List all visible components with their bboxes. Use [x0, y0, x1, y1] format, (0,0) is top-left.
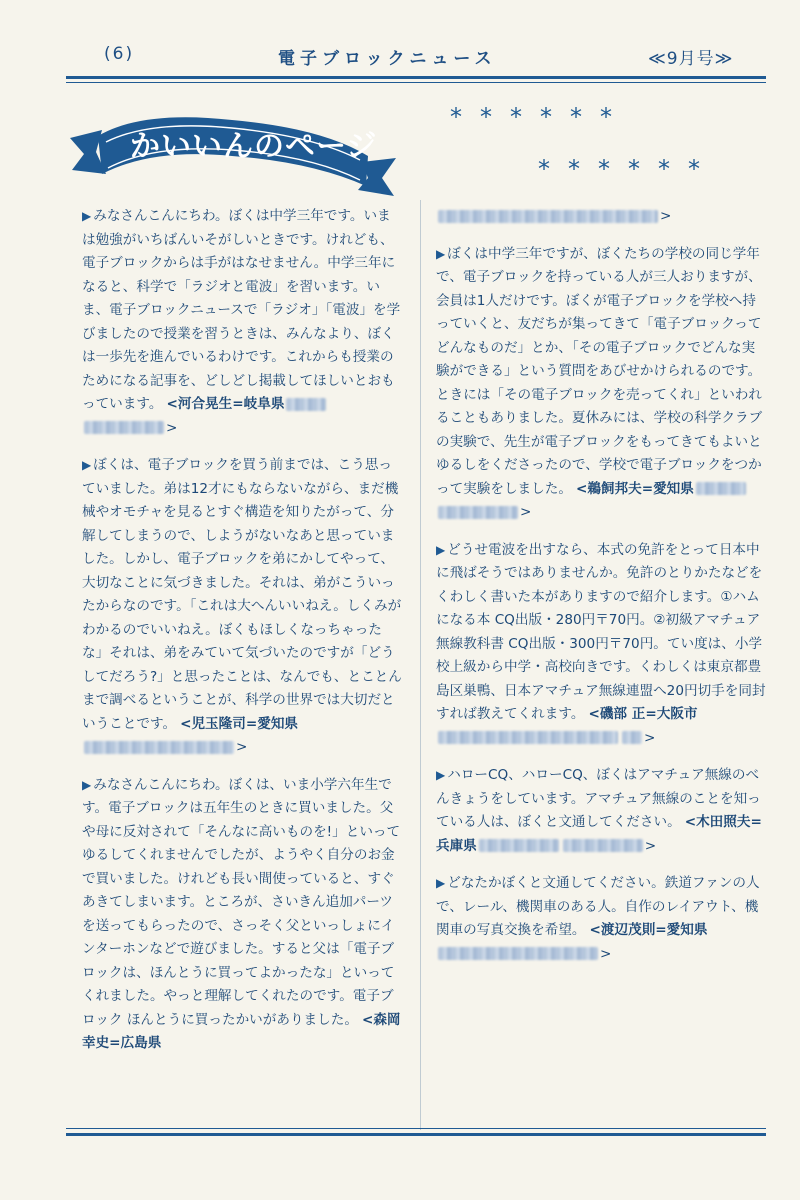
section-title: かいいんのページ — [130, 129, 378, 164]
letter-body: ▶ みなさんこんにちわ。ぼくは中学三年です。いまは勉強がいちばんいそがしいときです。けれども、電子ブロックからは手がはなせません。中学三年になると、科学で「ラジオと電波」を習います。いま、電子ブロックニュースで「ラジオ」「電波」を学びましたので授業を習うときは、みんなより、ぼくは一歩先を進んでいるわけです。これからも授業のためになる記事を、どしどし掲載してほしいとおもっています。 — [82, 208, 400, 412]
page-header — [0, 44, 800, 74]
letter-signature: <河合晃生=岐阜県 — [166, 396, 285, 412]
footer-rule — [66, 1133, 766, 1136]
redacted-address — [622, 731, 642, 744]
letter-body: ▶ ハローCQ、ハローCQ、ぼくはアマチュア無線のべんきょうをしています。アマチュア無線のことを知っている人は、ぼくと文通してください。 — [436, 767, 761, 830]
letter-signature: <木田照夫=兵庫県 — [436, 814, 762, 854]
page-number: (6) — [104, 44, 135, 64]
reader-letter — [82, 454, 402, 760]
letter-signature: <鵜飼邦夫=愛知県 — [575, 480, 694, 497]
letter-body: ▶ ぼくは中学三年ですが、ぼくたちの学校の同じ学年で、電子ブロックを持っている人が三人おりますが、会員は1人だけです。ぼくが電子ブロックを学校へ持っていくと、友だちが集ってきて「電子ブロックってどんなものだ」とか、「その電子ブロックでどんな実験ができる」という質問をあびせかけられるのです。ときには「その電子ブロックを売ってくれ」といわれることもありました。夏休みには、学校の科学クラブの実験で、先生が電子ブロックをもってきてもよいとゆるしをくださったので、学校で電子ブロックをつかって実験をしました。 — [436, 246, 762, 497]
reader-letter — [82, 774, 402, 1056]
star-decoration-top: ****** — [450, 103, 630, 131]
redacted-address — [479, 839, 559, 852]
redacted-address — [286, 398, 326, 411]
star-decoration-bottom: ****** — [538, 155, 718, 183]
signature-close: > — [644, 729, 656, 746]
redacted-address — [438, 506, 518, 519]
letter-signature: <渡辺茂則=愛知県 — [589, 922, 708, 938]
redacted-address — [84, 741, 234, 754]
letter-signature: <森岡幸史=広島県 — [82, 1011, 401, 1051]
redacted-address — [696, 482, 746, 495]
letter-signature: <児玉隆司=愛知県 — [180, 715, 299, 732]
reader-letter — [436, 764, 766, 858]
redacted-address — [563, 839, 643, 852]
signature-close: > — [644, 837, 657, 854]
redacted-address — [438, 947, 598, 960]
issue-label: ≪9月号≫ — [648, 49, 734, 69]
letter-body: ▶ みなさんこんにちわ。ぼくは、いま小学六年生です。電子ブロックは五年生のときに買いました。父や母に反対されて「そんなに高いものを!」といってゆるしてくれませんでしたが、ようやく自分のお金で買いました。けれども長い間使っていると、すぐあきてしまいます。ところが、さいきん追加パーツを送ってもらったので、さっそく父といっしょにインターホンなどで遊びました。すると父は「電子ブロックは、ほんとうに買ってよかったな」といってくれました。やっと理解してくれたのです。電子ブロック ほんとうに買ったかいがありました。 — [82, 777, 400, 1028]
redacted-address — [438, 731, 618, 744]
letter-body: ▶ どうせ電波を出すなら、本式の免許をとって日本中に飛ばそうではありませんか。免許のとりかたなどをくわしく書いた本がありますので紹介します。①ハムになる本 CQ出版・280円〒70円。②初級アマチュア無線教科書 CQ出版・300円〒70円。てい度は、小学校上級から中学・高校向きです。くわしくは東京都豊島区巣鴨、日本アマチュア無線連盟へ20円切手を同封すれば教えてくれます。 — [436, 542, 766, 723]
reader-letter — [436, 243, 766, 525]
newsletter-title: 電子ブロックニュース — [278, 49, 497, 69]
reader-letter — [436, 872, 766, 966]
column-divider — [420, 200, 421, 1130]
letter-signature: <磯部 正=大阪市 — [588, 706, 698, 722]
letter-body: ▶ どなたかぼくと文通してください。鉄道ファンの人で、レール、機関車のある人。自作のレイアウト、機関車の写真交換を希望。 — [436, 875, 760, 938]
signature-close: > — [600, 945, 612, 962]
header-rule-thin — [66, 82, 766, 83]
reader-letter-continuation — [436, 205, 766, 229]
left-column — [82, 205, 402, 1070]
signature-close: > — [520, 504, 532, 520]
reader-letter — [82, 205, 402, 440]
right-column — [436, 205, 766, 980]
signature-close: > — [236, 739, 248, 755]
reader-letter — [436, 539, 766, 751]
signature-close: > — [660, 208, 672, 224]
letter-body: ▶ ぼくは、電子ブロックを買う前までは、こう思っていました。弟は12才にもならないながら、まだ機械やオモチャを見るとすぐ構造を知りたがって、分解してしまうので、しようがないなあと思っていました。しかし、電子ブロックを弟にかしてやって、大切なことに気づきました。それは、弟がこういったからなのです。「これは大へんいいねえ。しくみがわかるのでいいねえ。ぼくもほしくなっちゃったな」それは、弟をみていて気づいたのですが「どうしてだろう?」と思ったことは、なんでも、とことんまで調べるということが、科学の世界では大切だということです。 — [82, 457, 402, 732]
redacted-address — [438, 210, 658, 223]
redacted-address — [84, 421, 164, 434]
signature-close: > — [166, 419, 178, 436]
header-rule — [66, 76, 766, 79]
footer-rule-thin — [66, 1128, 766, 1129]
